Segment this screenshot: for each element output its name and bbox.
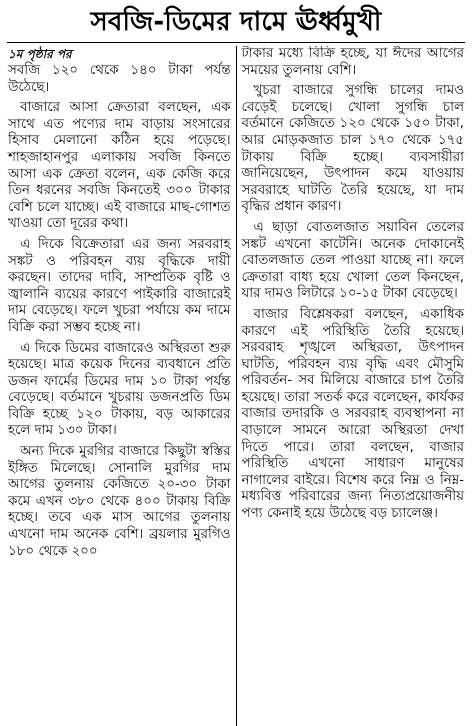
paragraph: এ দিকে বিক্রেতারা এর জন্য সরবরাহ সঙ্কট ও পরিবহন ব্যয় বৃদ্ধিকে দায়ী করছেন। তাদের দাবি, সাম্প্রতিক বৃষ্টি ও জ্বালানি ব্যয়ের কারণে পাইকারি বাজারেই দাম বেড়েছে। ফলে খুচরা পর্যায়ে কম দামে বিক্রি করা সম্ভব হচ্ছে না। [8, 236, 231, 335]
right-column [237, 46, 467, 726]
left-column [6, 46, 237, 726]
paragraph: অন্য দিকে মুরগির বাজারে কিছুটা স্বস্তির ইঙ্গিত মিলেছে। সোনালি মুরগির দাম আগের তুলনায় কেজিতে ২০-৩০ টাকা কমে এখন ৩৮০ থেকে ৪০০ টাকায় বিক্রি হচ্ছে। তবে এক মাস আগের তুলনায় এখনো দাম অনেক বেশি। ব্রয়লার মুরগিও ১৮০ থেকে ২০০ [8, 444, 231, 559]
headline: সবজি-ডিমের দামে ঊর্ধ্বমুখী [90, 7, 382, 37]
paragraph: এ দিকে ডিমের বাজারেও অস্থিরতা শুরু হয়েছে। মাত্র কয়েক দিনের ব্যবধানে প্রতি ডজন ফার্মের ডিমের দাম ১০ টাকা পর্যন্ত বেড়েছে। বর্তমানে খুচরায় ডজনপ্রতি ডিম বিক্রি হচ্ছে ১২০ টাকায়, বড় আকারের হলে দাম ১৩০ টাকা। [8, 340, 231, 439]
paragraph: খুচরা বাজারে সুগন্ধি চালের দামও বেড়েই চলেছে। খোলা সুগন্ধি চাল বর্তমানে কেজিতে ১২০ থেকে ১৫০ টাকা, আর মোড়কজাত চাল ১৭০ থেকে ১৭৫ টাকায় বিক্রি হচ্ছে। ব্যবসায়ীরা জানিয়েছেন, উৎপাদন কমে যাওয়ায় সরবরাহে ঘাটতি তৈরি হয়েছে, যা দাম বৃদ্ধির প্রধান কারণ। [241, 83, 464, 215]
paragraph: বাজার বিশ্লেষকরা বলছেন, একাধিক কারণে এই পরিস্থিতি তৈরি হয়েছে। সরবরাহ শৃঙ্খলে অস্থিরতা, উৎপাদন ঘাটতি, পরিবহন ব্যয় বৃদ্ধি এবং মৌসুমি পরিবর্তন- সব মিলিয়ে বাজারে চাপ তৈরি হয়েছে। তারা সতর্ক করে বলেছেন, কার্যকর বাজার তদারকি ও সরবরাহ ব্যবস্থাপনা না বাড়ালে সামনে আরো অস্থিরতা দেখা দিতে পারে। তারা বলছেন, বাজার পরিস্থিতি এখনো সাধারণ মানুষের নাগালের বাইরে। বিশেষ করে নিম্ন ও নিম্ন-মধ্যবিত্ত পরিবারের জন্য নিত্যপ্রয়োজনীয় পণ্য কেনাই হয়ে উঠেছে বড় চ্যালেঞ্জ। [241, 306, 464, 522]
article-body [6, 46, 466, 726]
paragraph: সবজি ১২০ থেকে ১৪০ টাকা পর্যন্ত উঠেছে। [8, 63, 231, 95]
paragraph: টাকার মধ্যে বিক্রি হচ্ছে, যা ঈদের আগের সময়ের তুলনায় বেশি। [241, 46, 464, 78]
paragraph: এ ছাড়া বোতলজাত সয়াবিন তেলের সঙ্কট এখনো কাটেনি। অনেক দোকানেই বোতলজাত তেল পাওয়া যাচ্ছে না। ফলে ক্রেতারা বাধ্য হয়ে খোলা তেল কিনছেন, যার দামও লিটারে ১০-১৫ টাকা বেড়েছে। [241, 219, 464, 302]
continued-label: ১ম পৃষ্ঠার পর [8, 47, 72, 61]
headline-rule [7, 42, 465, 43]
paragraph: বাজারে আসা ক্রেতারা বলছেন, এক সাথে এত পণ্যের দাম বাড়ায় সংসারের হিসাব মেলানো কঠিন হয়ে পড়েছে। শাহজাহানপুর এলাকায় সবজি কিনতে আসা এক ক্রেতা বলেন, এক কেজি করে তিন ধরনের সবজি কিনতেই ৩০০ টাকার বেশি চলে যাচ্ছে। এই বাজারে মাছ-গোশত খাওয়া তো দূরের কথা। [8, 100, 231, 232]
